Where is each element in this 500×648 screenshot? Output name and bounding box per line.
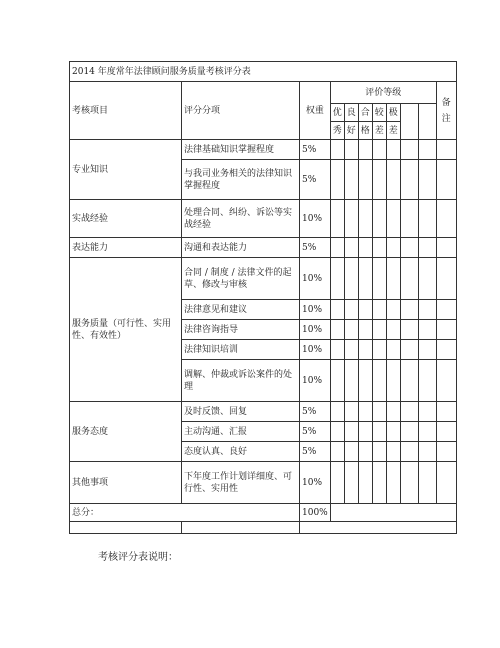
row-weight: 5%	[300, 140, 331, 160]
row-sub: 下年度工作计划详细度、可行性、实用性	[182, 462, 300, 504]
row-sub: 法律基础知识掌握程度	[182, 140, 300, 160]
row-sub: 态度认真、良好	[182, 442, 300, 462]
row-weight: 5%	[300, 160, 331, 200]
category-quality: 服务质量（可行性、实用性、有效性）	[70, 258, 182, 402]
row-weight: 10%	[300, 462, 331, 504]
footer-note: 考核评分表说明：	[98, 552, 178, 563]
row-sub: 处理合同、纠纷、诉讼等实战经验	[182, 200, 300, 238]
table-row	[70, 258, 457, 300]
total-weight: 100%	[300, 504, 331, 522]
row-sub: 法律意见和建议	[182, 300, 300, 320]
table-row	[70, 200, 457, 238]
total-label: 总分：	[70, 504, 300, 522]
header-note: 备 注	[436, 82, 456, 140]
score-table	[69, 61, 457, 534]
category-practice: 实战经验	[70, 200, 182, 238]
header-sub: 评分分项	[182, 82, 300, 140]
grade-pass-bottom: 格	[358, 122, 372, 140]
grade-poor-top: 极	[386, 104, 400, 122]
header-grade-group: 评价等级	[330, 82, 436, 104]
row-weight: 10%	[300, 360, 331, 402]
row-sub: 及时反馈、回复	[182, 402, 300, 422]
row-weight: 10%	[300, 320, 331, 340]
category-attitude: 服务态度	[70, 402, 182, 462]
row-sub: 主动沟通、汇报	[182, 422, 300, 442]
table-row	[70, 140, 457, 160]
grade-excellent-top: 优	[330, 104, 344, 122]
grade-excellent-bottom: 秀	[330, 122, 344, 140]
table-row	[70, 462, 457, 504]
empty-row	[70, 522, 457, 534]
row-weight: 5%	[300, 238, 331, 258]
row-sub: 合同 / 制度 / 法律文件的起草、修改与审核	[182, 258, 300, 300]
row-sub: 法律咨询指导	[182, 320, 300, 340]
table-row	[70, 402, 457, 422]
row-sub: 与我司业务相关的法律知识掌握程度	[182, 160, 300, 200]
grade-good-top: 良	[344, 104, 358, 122]
row-weight: 10%	[300, 258, 331, 300]
grade-fair-top: 较	[372, 104, 386, 122]
row-weight: 10%	[300, 340, 331, 360]
row-weight: 5%	[300, 442, 331, 462]
row-weight: 10%	[300, 300, 331, 320]
row-sub: 沟通和表达能力	[182, 238, 300, 258]
category-expression: 表达能力	[70, 238, 182, 258]
category-professional: 专业知识	[70, 140, 182, 200]
grade-blank	[418, 104, 436, 140]
grade-fair-bottom: 差	[372, 122, 386, 140]
grade-good-bottom: 好	[344, 122, 358, 140]
grade-poor-bottom: 差	[386, 122, 400, 140]
row-weight: 10%	[300, 200, 331, 238]
total-row	[70, 504, 457, 522]
grade-pass-top: 合	[358, 104, 372, 122]
grade-blank	[400, 104, 418, 140]
row-weight: 5%	[300, 422, 331, 442]
row-weight: 5%	[300, 402, 331, 422]
category-other: 其他事项	[70, 462, 182, 504]
row-sub: 法律知识培训	[182, 340, 300, 360]
row-sub: 调解、仲裁或诉讼案件的处理	[182, 360, 300, 402]
header-weight: 权重	[300, 82, 331, 140]
table-title: 2014 年度常年法律顾问服务质量考核评分表	[70, 62, 457, 82]
table-row	[70, 238, 457, 258]
header-item: 考核项目	[70, 82, 182, 140]
